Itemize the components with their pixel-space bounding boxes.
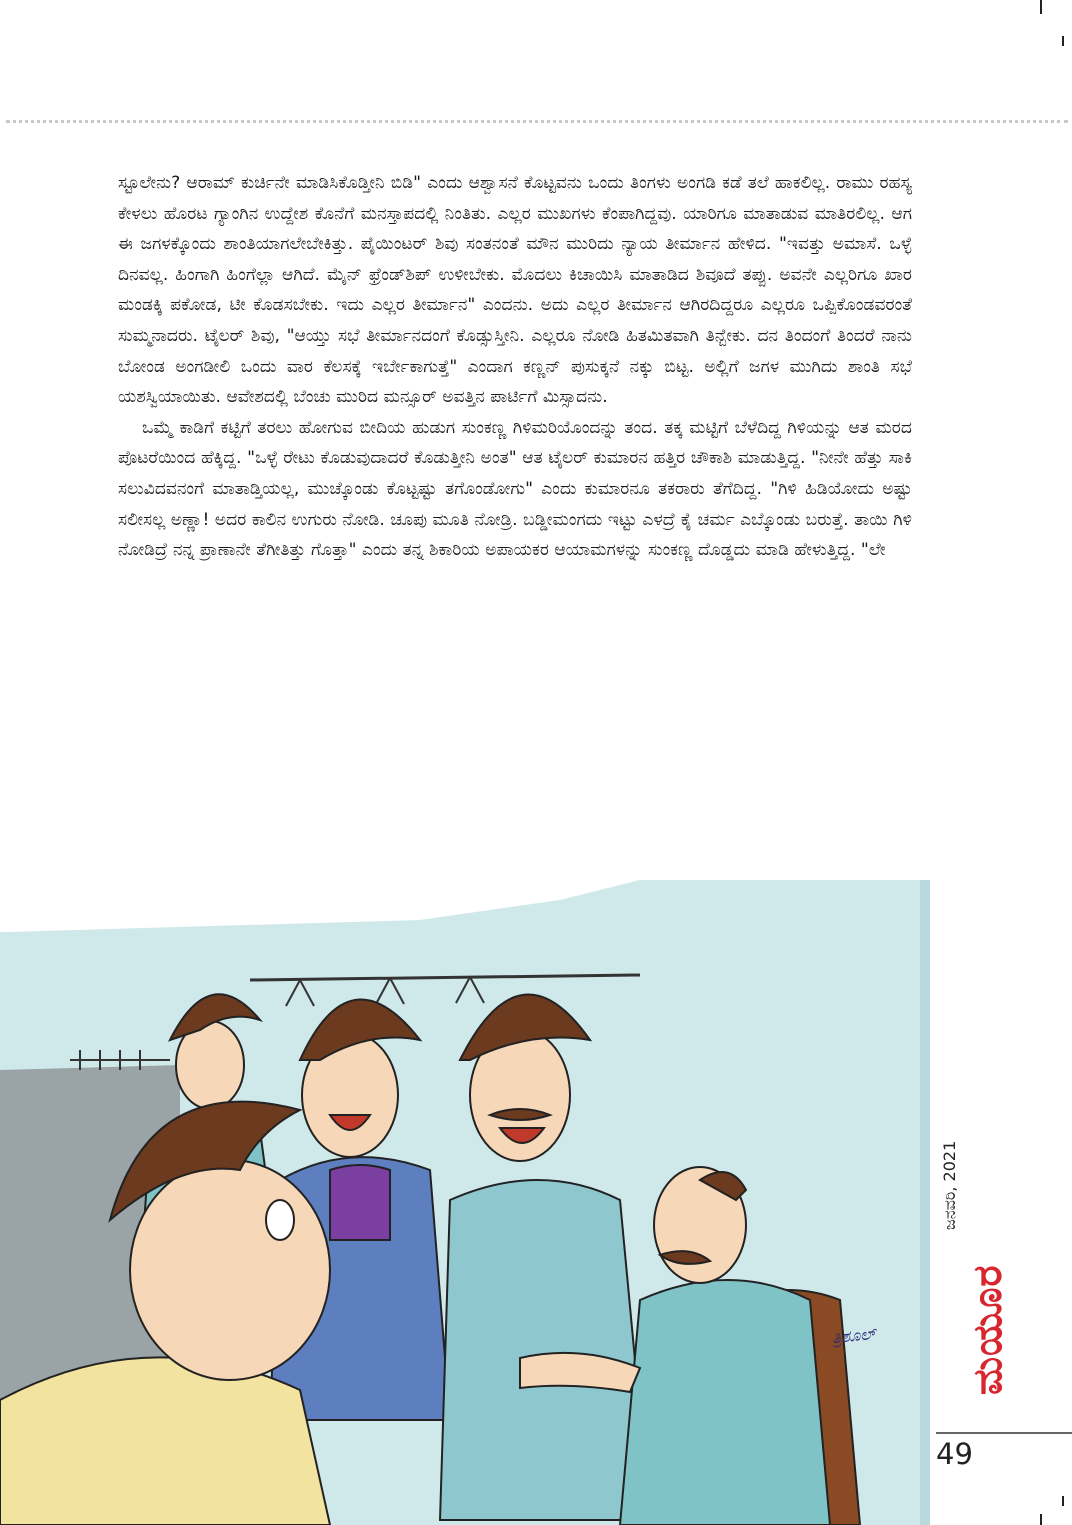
- page-number-rule: [936, 1432, 1072, 1434]
- header-dotted-rule: [6, 120, 1068, 123]
- man-seated-shirt: [620, 1280, 830, 1525]
- illustrator-signature: ತ್ರಿಶೂಲ್: [831, 1323, 877, 1348]
- crop-mark-top: [1040, 0, 1042, 14]
- man-yellow-eye: [266, 1200, 294, 1240]
- issue-date: ಜನವರಿ, 2021: [940, 1140, 959, 1230]
- man-purple-tee: [330, 1165, 390, 1240]
- crop-mark-bottom: [1040, 1514, 1042, 1525]
- cartoon-illustration: [0, 880, 930, 1525]
- article-body: [118, 168, 912, 566]
- article-paragraph-2: ಒಮ್ಮೆ ಕಾಡಿಗೆ ಕಟ್ಟಿಗೆ ತರಲು ಹೋಗುವ ಬೀದಿಯ ಹುಡುಗ ಸುಂಕಣ್ಣ ಗಿಳಿಮರಿಯೊಂದನ್ನು ತಂದ. ತಕ್ಕ ಮಟ್ಟಿಗೆ ಬೆಳೆದಿದ್ದ ಗಿಳಿಯನ್ನು ಆತ ಮರದ ಪೊಟರೆಯಿಂದ ಹೆಕ್ಕಿದ್ದ. "ಒಳ್ಳೆ ರೇಟು ಕೊಡುವುದಾದರೆ ಕೊಡುತ್ತೀನಿ ಅಂತ" ಆತ ಟೈಲರ್ ಕುಮಾರನ ಹತ್ತಿರ ಚೌಕಾಶಿ ಮಾಡುತ್ತಿದ್ದ. "ನೀನೇ ಹೆತ್ತು ಸಾಕಿ ಸಲುವಿದವನಂಗೆ ಮಾತಾಡ್ತಿಯಲ್ಲ, ಮುಚ್ಕೊಂಡು ಕೊಟ್ಟಷ್ಟು ತಗೊಂಡೋಗು" ಎಂದು ಕುಮಾರನೂ ತಕರಾರು ತೆಗೆದಿದ್ದ. "ಗಿಳಿ ಹಿಡಿಯೋದು ಅಷ್ಟು ಸಲೀಸಲ್ಲ ಅಣ್ಣಾ! ಅದರ ಕಾಲಿನ ಉಗುರು ನೋಡಿ. ಚೂಪು ಮೂತಿ ನೋಡ್ರಿ. ಬಡ್ಡೀಮಂಗದು ಇಟ್ಟು ಎಳದ್ರೆ ಕೈ ಚರ್ಮ ಎಬ್ಕೊಂಡು ಬರುತ್ತೆ. ತಾಯಿ ಗಿಳಿ ನೋಡಿದ್ರೆ ನನ್ನ ಪ್ರಾಣಾನೇ ತೆಗೀತಿತ್ತು ಗೊತ್ತಾ" ಎಂದು ತನ್ನ ಶಿಕಾರಿಯ ಅಪಾಯಕರ ಆಯಾಮಗಳನ್ನು ಸುಂಕಣ್ಣ ದೊಡ್ಡದು ಮಾಡಿ ಹೇಳುತ್ತಿದ್ದ. "ಲೇ: [118, 417, 912, 561]
- crop-mark-right-top: [1062, 36, 1064, 46]
- crop-mark-right-bottom: [1062, 1496, 1064, 1506]
- page-number: 49: [936, 1437, 973, 1471]
- background-door: [920, 880, 930, 1525]
- man-yellow-head: [130, 1160, 330, 1380]
- article-paragraph-1: ಸ್ಟೂಲೇನು? ಆರಾಮ್ ಕುರ್ಚಿನೇ ಮಾಡಿಸಿಕೊಡ್ತೀನಿ ಬಿಡಿ" ಎಂದು ಆಶ್ವಾಸನೆ ಕೊಟ್ಟವನು ಒಂದು ತಿಂಗಳು ಅಂಗಡಿ ಕಡೆ ತಲೆ ಹಾಕಲಿಲ್ಲ. ರಾಮು ರಹಸ್ಯ ಕೇಳಲು ಹೊರಟ ಗ್ಯಾಂಗಿನ ಉದ್ದೇಶ ಕೊನೆಗೆ ಮನಸ್ತಾಪದಲ್ಲಿ ನಿಂತಿತು. ಎಲ್ಲರ ಮುಖಗಳು ಕೆಂಪಾಗಿದ್ದವು. ಯಾರಿಗೂ ಮಾತಾಡುವ ಮಾತಿರಲಿಲ್ಲ. ಆಗ ಈ ಜಗಳಕ್ಕೊಂದು ಶಾಂತಿಯಾಗಲೇಬೇಕಿತ್ತು. ಪೈಯಿಂಟರ್ ಶಿವು ಸಂತನಂತೆ ಮೌನ ಮುರಿದು ನ್ಯಾಯ ತೀರ್ಮಾನ ಹೇಳಿದ. "ಇವತ್ತು ಅಮಾಸೆ. ಒಳ್ಳೆ ದಿನವಲ್ಲ. ಹಿಂಗಾಗಿ ಹಿಂಗೆಲ್ಲಾ ಆಗಿದೆ. ಮೈನ್ ಫ್ರೆಂಡ್‌ಶಿಪ್ ಉಳೀಬೇಕು. ಮೊದಲು ಕಿಚಾಯಿಸಿ ಮಾತಾಡಿದ ಶಿವೂದೆ ತಪ್ಪು. ಅವನೇ ಎಲ್ಲರಿಗೂ ಖಾರ ಮಂಡಕ್ಕಿ ಪಕೋಡ, ಟೀ ಕೊಡಸಬೇಕು. ಇದು ಎಲ್ಲರ ತೀರ್ಮಾನ" ಎಂದನು. ಅದು ಎಲ್ಲರ ತೀರ್ಮಾನ ಆಗಿರದಿದ್ದರೂ ಎಲ್ಲರೂ ಒಪ್ಪಿಕೊಂಡವರಂತೆ ಸುಮ್ಮನಾದರು. ಟೈಲರ್ ಶಿವು, "ಆಯ್ತು ಸಭೆ ತೀರ್ಮಾನದಂಗೆ ಕೊಡ್ಸುಸ್ತೀನಿ. ಎಲ್ಲರೂ ನೋಡಿ ಹಿತಮಿತವಾಗಿ ತಿನ್ಬೇಕು. ದನ ತಿಂದಂಗೆ ತಿಂದರೆ ನಾನು ಬೋಂಡ ಅಂಗಡೀಲಿ ಒಂದು ವಾರ ಕೆಲಸಕ್ಕೆ ಇರ್ಬೇಕಾಗುತ್ತೆ" ಎಂದಾಗ ಕಣ್ಣನ್ ಪುಸುಕ್ಕನೆ ನಕ್ಕು ಬಿಟ್ಟ. ಅಲ್ಲಿಗೆ ಜಗಳ ಮುಗಿದು ಶಾಂತಿ ಸಭೆ ಯಶಸ್ವಿಯಾಯಿತು. ಆವೇಶದಲ್ಲಿ ಬೆಂಚು ಮುರಿದ ಮನ್ಸೂರ್ ಅವತ್ತಿನ ಪಾರ್ಟಿಗೆ ಮಿಸ್ಸಾದನು.: [118, 173, 912, 408]
- man-green-shirt: [440, 1180, 650, 1520]
- magazine-masthead: ಮಯೂರ: [965, 1264, 1011, 1395]
- man-yellow-shirt: [0, 1357, 330, 1525]
